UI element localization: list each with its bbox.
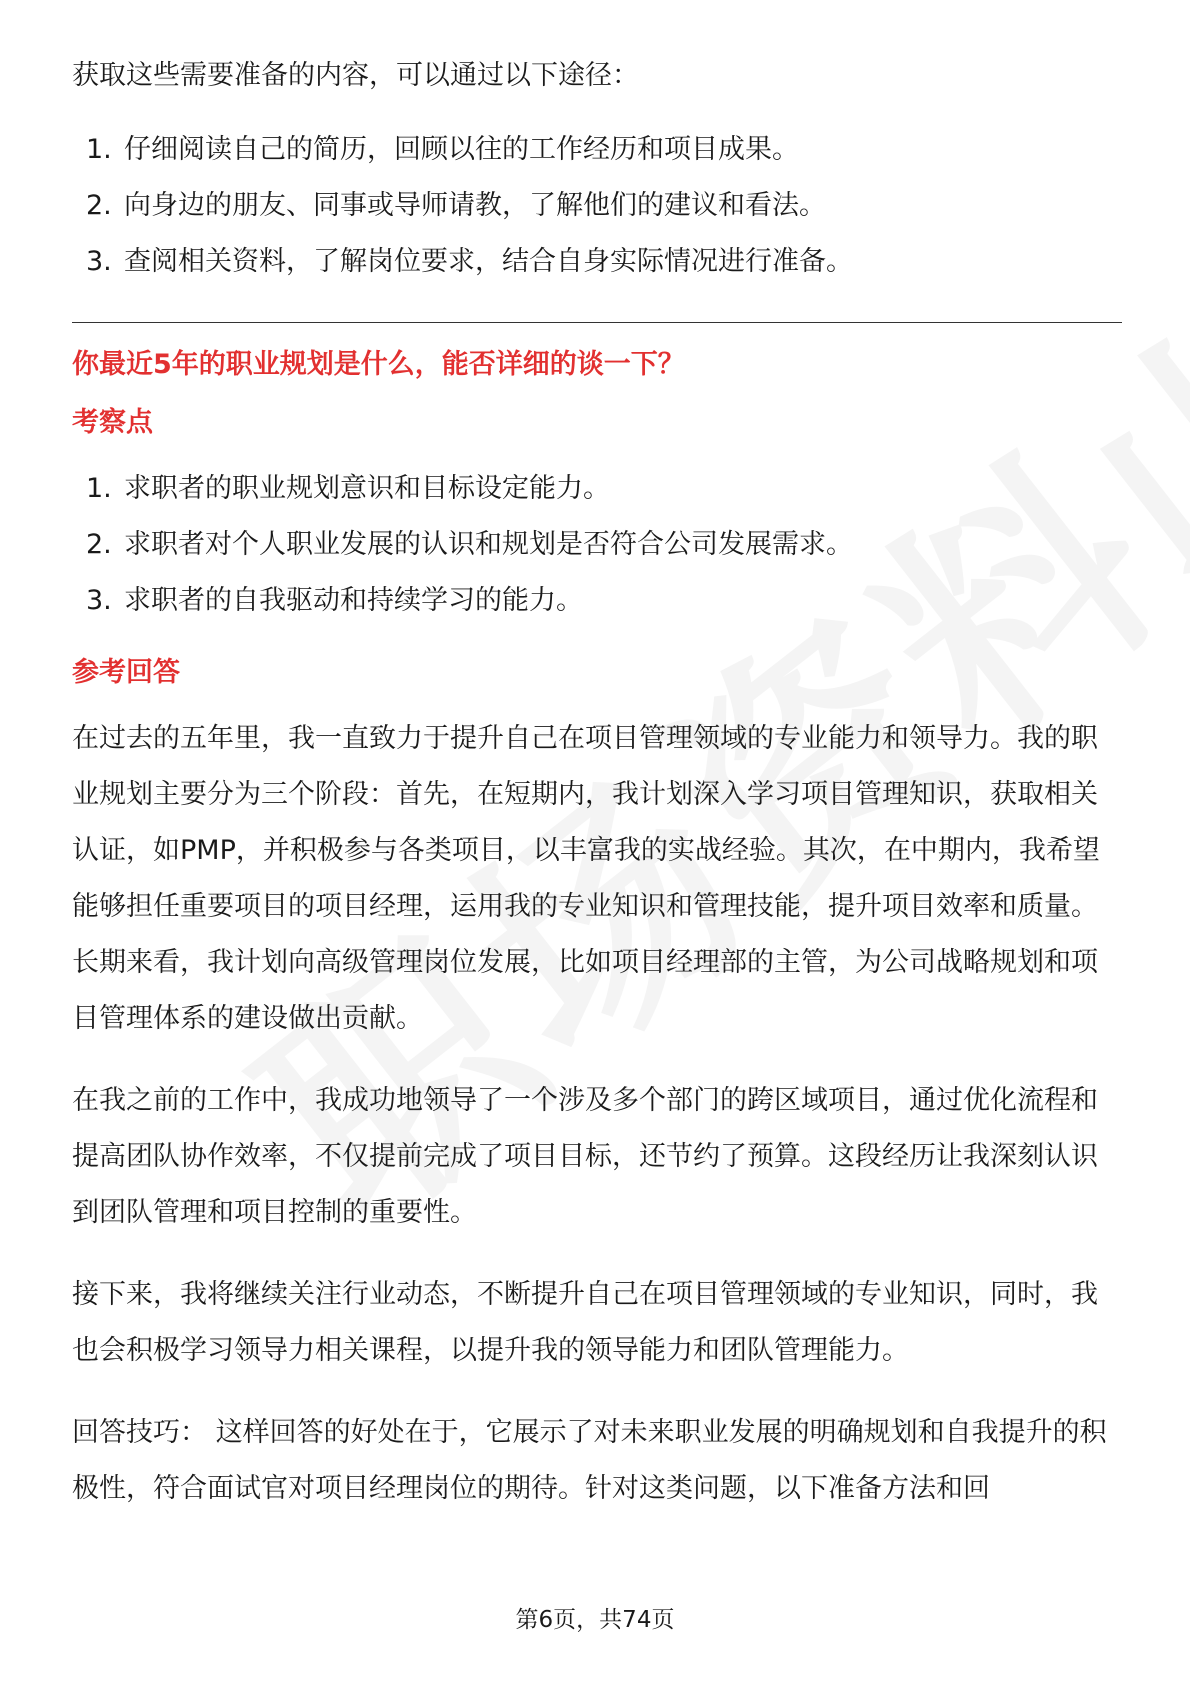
page-content [72, 48, 1122, 1543]
list-item: 3. 求职者的自我驱动和持续学习的能力。 [86, 585, 583, 616]
answer-paragraph: 接下来，我将继续关注行业动态，不断提升自己在项目管理领域的专业知识，同时，我也会积极学习领导力相关课程，以提升我的领导能力和团队管理能力。 [72, 1279, 1098, 1366]
answer-paragraph: 在我之前的工作中，我成功地领导了一个涉及多个部门的跨区域项目，通过优化流程和提高团队协作效率，不仅提前完成了项目目标，还节约了预算。这段经历让我深刻认识到团队管理和项目控制的重要性。 [72, 1085, 1098, 1228]
tips-paragraph: 回答技巧： 这样回答的好处在于，它展示了对未来职业发展的明确规划和自我提升的积极性，符合面试官对项目经理岗位的期待。针对这类问题，以下准备方法和回 [72, 1417, 1107, 1504]
list-item: 1. 仔细阅读自己的简历，回顾以往的工作经历和项目成果。 [86, 134, 799, 165]
answer-paragraph: 在过去的五年里，我一直致力于提升自己在项目管理领域的专业能力和领导力。我的职业规划主要分为三个阶段：首先，在短期内，我计划深入学习项目管理知识，获取相关认证，如PMP，并积极参与各类项目，以丰富我的实战经验。其次，在中期内，我希望能够担任重要项目的项目经理，运用我的专业知识和管理技能，提升项目效率和质量。长期来看，我计划向高级管理岗位发展，比如项目经理部的主管，为公司战略规划和项目管理体系的建设做出贡献。 [72, 723, 1100, 1034]
list-item: 1. 求职者的职业规划意识和目标设定能力。 [86, 473, 610, 504]
list-item: 2. 向身边的朋友、同事或导师请教，了解他们的建议和看法。 [86, 190, 826, 221]
page-footer: 第6页，共74页 [515, 1607, 675, 1633]
question-title: 你最近5年的职业规划是什么，能否详细的谈一下？ [72, 349, 685, 380]
points-heading: 考察点 [72, 407, 153, 438]
answer-heading: 参考回答 [72, 657, 180, 688]
section-divider [72, 322, 1122, 323]
intro-text: 获取这些需要准备的内容，可以通过以下途径： [72, 60, 639, 91]
list-item: 3. 查阅相关资料，了解岗位要求，结合自身实际情况进行准备。 [86, 246, 853, 277]
points-list [72, 461, 1122, 629]
list-item: 2. 求职者对个人职业发展的认识和规划是否符合公司发展需求。 [86, 529, 853, 560]
ways-list [72, 122, 1122, 290]
